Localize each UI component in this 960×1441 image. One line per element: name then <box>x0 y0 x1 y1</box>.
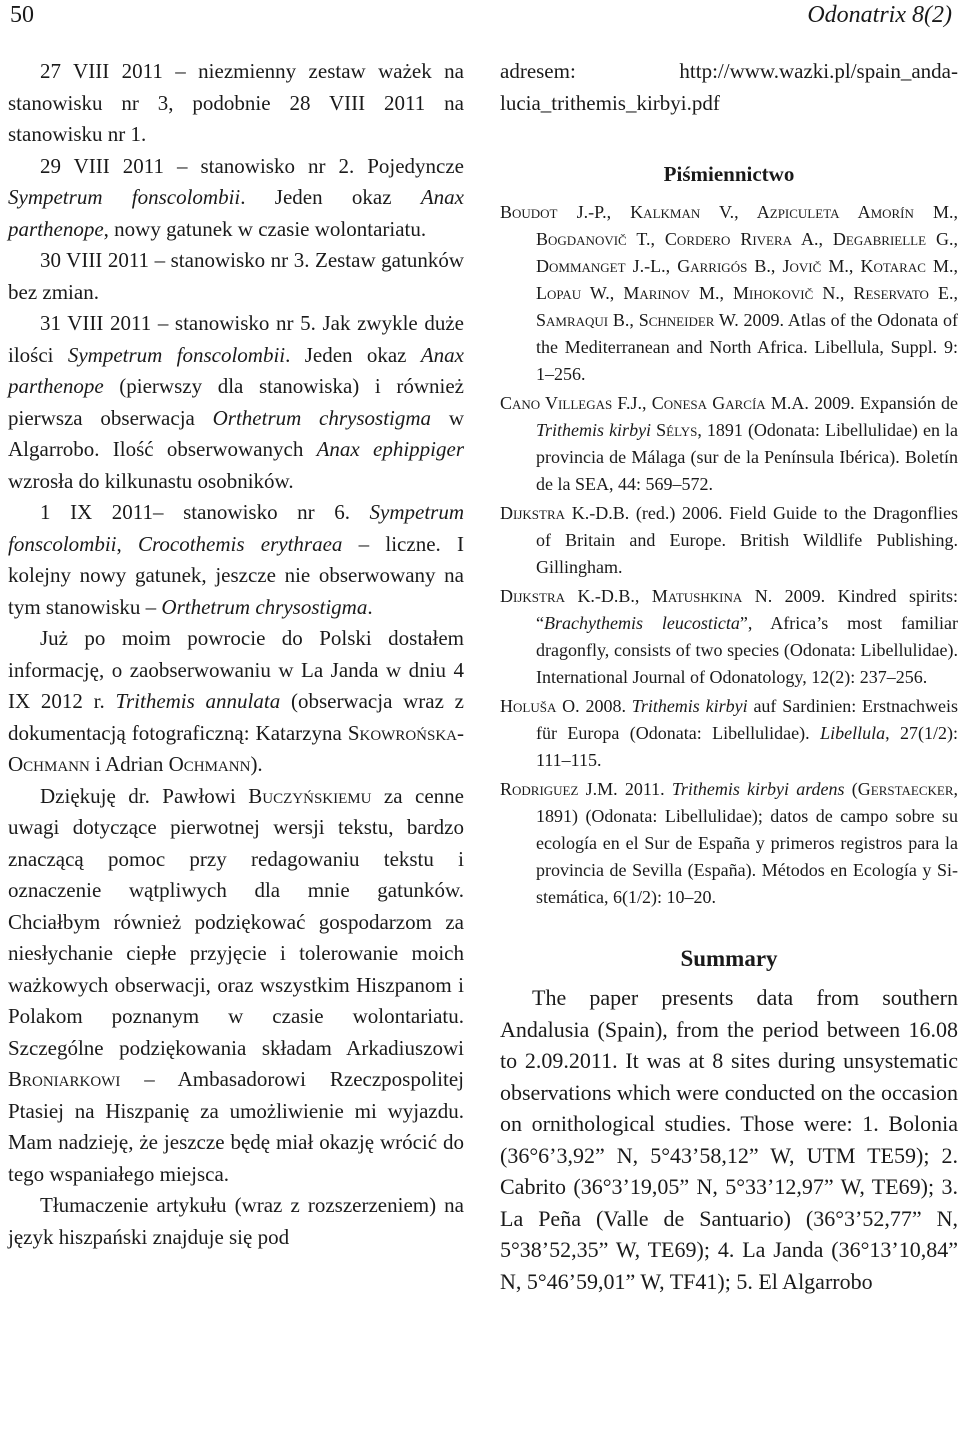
right-column <box>500 56 958 1297</box>
summary-section <box>500 982 958 1297</box>
paragraph: Już po moim powrocie do Polski dostałem informację, o zaobserwowaniu w La Janda w dniu 4 IX 2012 r. Trithemis annulata (obserwacja wraz z dokumentacją fotograficzną: Katarzyna Skowrońska-Ochmann i Adrian Ochmann). <box>8 626 464 776</box>
summary-text: The paper presents data from southern Andalusia (Spain), from the period between 16.08 to 2.09.2011. It was at 8 sites during unsystematic observations which were conducted on the occasion on ornithological studies. Those were: 1. Bolonia (36°6’3,92” N, 5°43’58,12” W, UTM TE59); 2. Cabrito (36°3’19,05” N, 5°33’12,97” W, TE69); 3. La Peña (Valle de Santuario) (36°3’52,77” N, 5°38’52,35” W, TE69); 4. La Janda (36°13’10,84” N, 5°46’59,01” W, TF41); 5. El Algarrobo <box>500 985 958 1294</box>
address-text: adresem: http://www.wazki.pl/spain_andalucia_trithemis_kirbyi.pdf <box>500 59 958 115</box>
paragraph: 29 VIII 2011 – stanowisko nr 2. Pojedyncze Sympetrum fonscolombii. Jeden okaz Anax parthenope, nowy gatunek w czasie wolontariatu. <box>8 153 464 241</box>
reference: Cano Villegas F.J., Conesa García M.A. 2009. Expansión de Trithemis kirbyi Sélys, 1891 (Odonata: Libellulidae) en la provincia de Málaga (sur de la Península Ibérica). Boletín de la SEA, 44: 569–572. <box>500 392 959 494</box>
left-column <box>8 56 464 1253</box>
paragraph: 31 VIII 2011 – stanowisko nr 5. Jak zwykle duże ilości Sympetrum fonscolombii. Jeden okaz Anax parthenope (pierwszy dla stanowiska) i również pierwsza obserwacja Orthetrum chrysostigma w Algarrobo. Ilość obserwowanych Anax ephippiger wzrosła do kilkunastu osobników. <box>8 311 464 493</box>
page-header <box>0 0 960 40</box>
paragraph: 27 VIII 2011 – niezmienny zestaw ważek na stanowisku nr 3, podobnie 28 VIII 2011 na stanowisku nr 1. <box>8 59 464 146</box>
paragraph: 1 IX 2011– stanowisko nr 6. Sympetrum fonscolombii, Crocothemis erythraea – liczne. I kolejny nowy gatunek, jeszcze nie obserwowany na tym stanowisku – Orthetrum chrysostigma. <box>8 500 464 619</box>
summary-heading: Summary <box>680 945 778 971</box>
journal-title: Odonatrix 8(2) <box>807 2 952 28</box>
reference: Rodriguez J.M. 2011. Trithemis kirbyi ardens (Gerstaecker, 1891) (Odonata: Libellulidae); datos de campo sobre su ecología en el Sur de España y primeros registros para la provincia de Sevilla (España). Métodos en Ecología y Sistemática, 6(1/2): 10–20. <box>500 778 958 907</box>
reference: Holuša O. 2008. Trithemis kirbyi auf Sardinien: Erstnachweis für Europa (Odonata: Libellulidae). Libellula, 27(1/2): 111–115. <box>500 695 959 770</box>
paragraph: 30 VIII 2011 – stanowisko nr 3. Zestaw gatunków bez zmian. <box>8 248 464 304</box>
reference: Dijkstra K.-D.B. (red.) 2006. Field Guide to the Dragonflies of Britain and Europe. British Wildlife Publishing. Gillingham. <box>500 502 958 577</box>
bibliography-heading: Piśmiennictwo <box>663 162 795 186</box>
page-number: 50 <box>10 2 34 28</box>
reference: Dijkstra K.-D.B., Matushkina N. 2009. Kindred spirits: “Brachythemis leucosticta”, Africa’s most familiar dragonfly, consists of two species (Odonata: Libellulidae). International Journal of Odonatology, 12(2): 237–256. <box>500 585 959 687</box>
reference: Boudot J.-P., Kalkman V., Azpiculeta Amorín M., Bogdanovič T., Cordero Rivera A., Degabrielle G., Dommanget J.-L., Garrigós B., Jovič M., Kotarac M., Lopau W., Marinov M., Mihokovič N., Reservato E., Samraqui B., Schneider W. 2009. Atlas of the Odonata of the Mediterranean and North Africa. Libellula, Suppl. 9: 1–256. <box>500 201 958 384</box>
paragraph: Tłumaczenie artykułu (wraz z rozszerzeniem) na język hiszpański znajduje się pod <box>8 1193 464 1249</box>
acknowledgements: Dziękuję dr. Pawłowi Buczyńskiemu za cenne uwagi dotyczące pierwotnej wersji tekstu, bardzo znaczącą pomoc przy redagowaniu tekstu i oznaczenie wątpliwych dla mnie gatunków. Chciałbym również podziękować gospodarzom za niesłychanie ciepłe przyjęcie i tolerowanie moich ważkowych obserwacji, oraz wszystkim Hiszpanom i Polakom poznanym w czasie wolontariatu. Szczególne podziękowania składam Arkadiuszowi Broniarkowi – Ambasadorowi Rzeczpospolitej Ptasiej na Hiszpanię za umożliwienie mi wyjazdu. Mam nadzieję, że jeszcze będę miał okazję wrócić do tego wspaniałego miejsca. <box>8 783 464 1186</box>
